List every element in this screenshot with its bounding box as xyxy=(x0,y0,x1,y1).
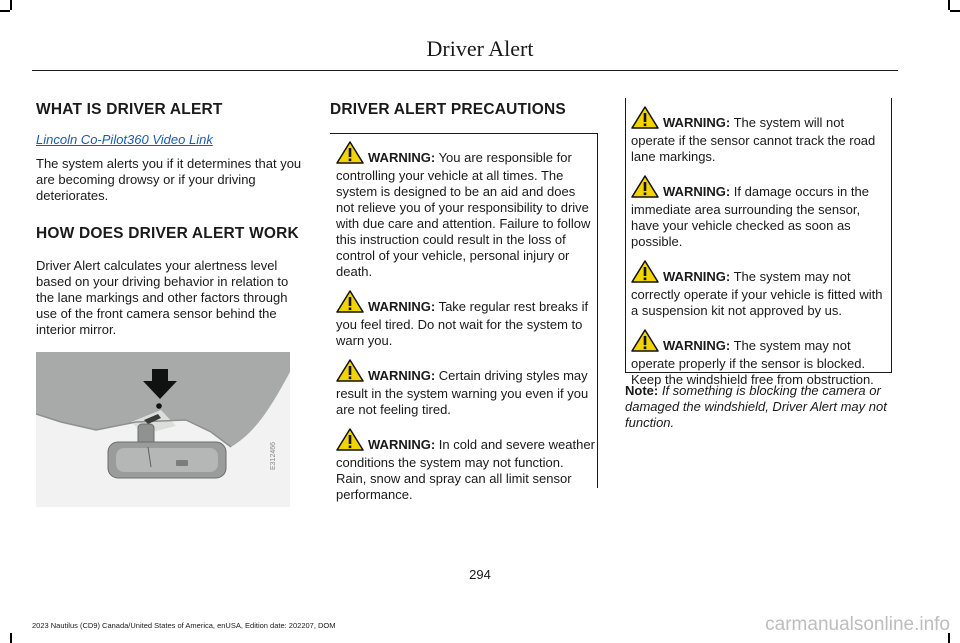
warning-triangle-icon xyxy=(631,106,659,133)
warning-item xyxy=(336,359,595,418)
warning-text: Certain driving styles may result in the system warning you even if you are not feeling tired. xyxy=(336,368,589,417)
warning-item xyxy=(336,141,595,280)
warning-box-left-rule xyxy=(625,98,626,373)
section-heading: DRIVER ALERT PRECAUTIONS xyxy=(330,101,566,118)
warning-item xyxy=(631,106,889,165)
warning-label: WARNING: xyxy=(368,150,436,165)
warning-label: WARNING: xyxy=(663,115,731,130)
footer-edition-text: 2023 Nautilus (CD9) Canada/United States of America, enUSA, Edition date: 202207, DOM xyxy=(32,621,336,630)
video-link[interactable]: Lincoln Co-Pilot360 Video Link xyxy=(36,132,213,147)
warning-triangle-icon xyxy=(336,428,364,455)
warning-label: WARNING: xyxy=(663,338,731,353)
warning-box-top-rule xyxy=(330,133,598,134)
warning-label: WARNING: xyxy=(368,299,436,314)
warning-item xyxy=(336,290,595,349)
warning-text: Take regular rest breaks if you feel tired. Do not wait for the system to warn you. xyxy=(336,299,589,348)
note-label: Note: xyxy=(625,383,659,398)
warning-item xyxy=(631,260,889,319)
crop-mark xyxy=(950,10,960,12)
warning-text: The system will not operate if the sensor cannot track the road lane markings. xyxy=(631,115,876,164)
section-heading: HOW DOES DRIVER ALERT WORK xyxy=(36,225,299,242)
figure-code: E312466 xyxy=(270,441,277,470)
warning-label: WARNING: xyxy=(368,368,436,383)
warning-item xyxy=(336,428,595,503)
warning-text: The system may not correctly operate if your vehicle is fitted with a suspension kit not approved by us. xyxy=(631,269,883,318)
warning-list-right xyxy=(631,106,889,388)
warning-triangle-icon xyxy=(336,290,364,317)
warning-item xyxy=(631,175,889,250)
warning-label: WARNING: xyxy=(368,437,436,452)
note-text: If something is blocking the camera or damaged the windshield, Driver Alert may not function. xyxy=(625,383,887,430)
warning-triangle-icon xyxy=(631,175,659,202)
crop-mark xyxy=(10,0,12,10)
warning-triangle-icon xyxy=(336,141,364,168)
warning-triangle-icon xyxy=(631,329,659,356)
warning-triangle-icon xyxy=(336,359,364,386)
warning-label: WARNING: xyxy=(663,269,731,284)
header-divider xyxy=(32,70,898,71)
body-text: The system alerts you if it determines that you are becoming drowsy or if your driving deteriorates. xyxy=(36,156,302,203)
body-text: Driver Alert calculates your alertness level based on your driving behavior in relation to the lane markings and other factors through use of the front camera sensor behind the interior mirror. xyxy=(36,258,289,337)
warning-triangle-icon xyxy=(631,260,659,287)
crop-mark xyxy=(10,633,12,643)
warning-item xyxy=(631,329,889,388)
down-arrow-icon xyxy=(143,369,177,399)
crop-mark xyxy=(948,0,950,10)
left-column xyxy=(36,100,306,338)
note-block xyxy=(625,383,897,431)
watermark: carmanualsonline.info xyxy=(765,614,950,635)
warning-text: If damage occurs in the immediate area surrounding the sensor, have your vehicle checked as soon as possible. xyxy=(631,184,869,249)
warning-label: WARNING: xyxy=(663,184,731,199)
middle-column xyxy=(330,100,600,120)
mirror-camera-illustration xyxy=(36,352,290,507)
warning-text: In cold and severe weather conditions the system may not function. Rain, snow and spray can all limit sensor performance. xyxy=(336,437,595,502)
warning-box-right-rule xyxy=(891,98,892,373)
crop-mark xyxy=(0,10,10,12)
warning-text: The system may not operate properly if the sensor is blocked. Keep the windshield free from obstruction. xyxy=(631,338,874,387)
warning-text: You are responsible for controlling your vehicle at all times. The system is designed to be an aid and does not relieve you of your responsibility to drive with due care and attention. Failure to follow this instruction could result in the loss of control of your vehicle, personal injury or death. xyxy=(336,150,591,279)
warning-box-right-rule xyxy=(597,133,598,488)
warning-list-middle xyxy=(336,141,595,503)
page-number: 294 xyxy=(469,567,491,582)
page-header-title: Driver Alert xyxy=(426,36,534,61)
section-heading: WHAT IS DRIVER ALERT xyxy=(36,101,223,118)
